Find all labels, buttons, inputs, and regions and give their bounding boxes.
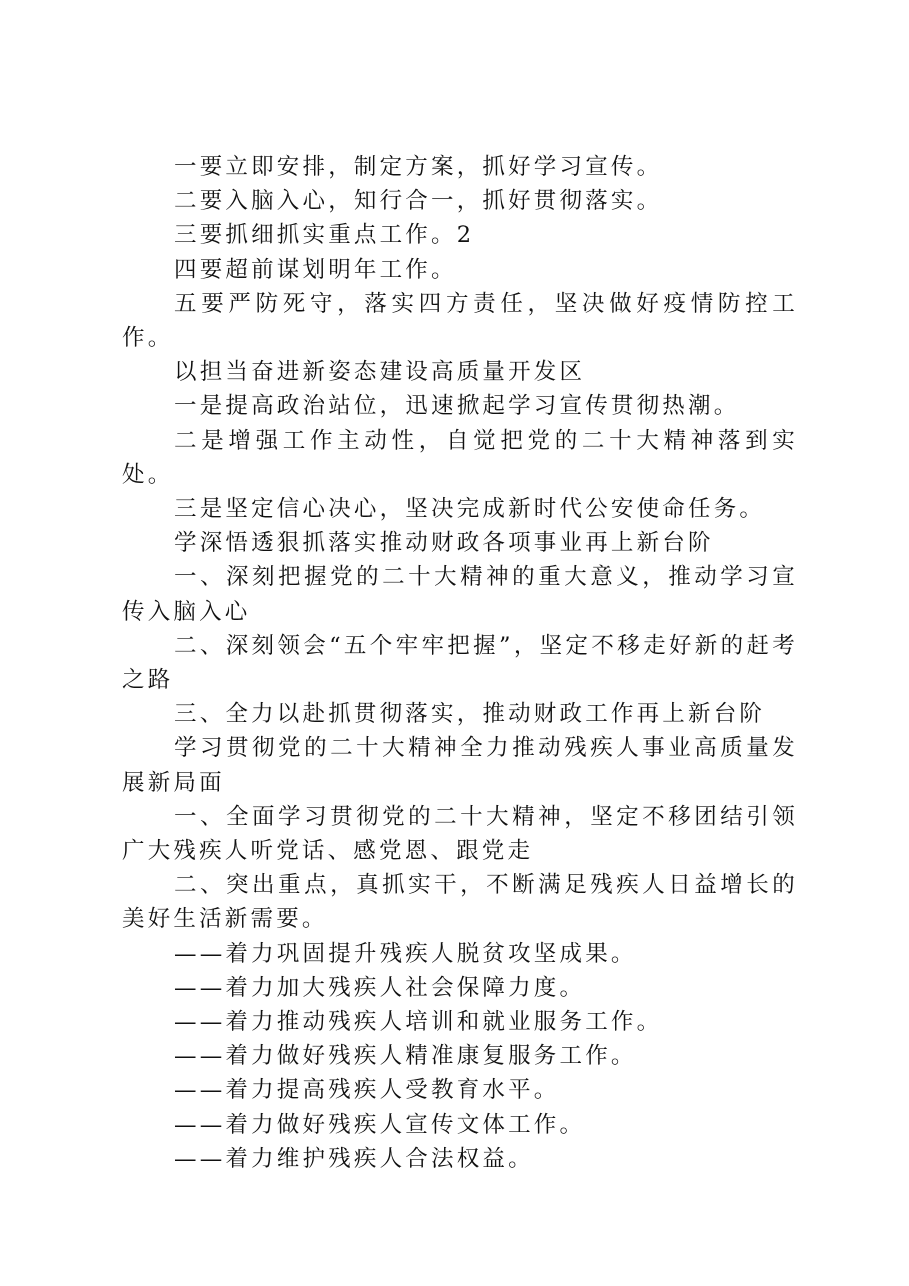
paragraph: 一要立即安排，制定方案，抓好学习宣传。	[174, 154, 663, 180]
paragraph: 四要超前谋划明年工作。	[174, 256, 457, 283]
section-heading: 以担当奋进新姿态建设高质量开发区	[174, 359, 586, 386]
list-item: ——着力维护残疾人合法权益。	[174, 1145, 534, 1172]
document-body	[122, 150, 798, 1176]
paragraph: 三、全力以赴抓贯彻落实，推动财政工作再上新台阶	[174, 701, 766, 728]
list-item: ——着力推动残疾人培训和就业服务工作。	[174, 1009, 663, 1036]
list-item: ——着力做好残疾人宣传文体工作。	[174, 1111, 586, 1138]
paragraph: 二要入脑入心，知行合一，抓好贯彻落实。	[174, 188, 663, 215]
paragraph: 三要抓细抓实重点工作。2	[174, 222, 475, 249]
list-item: ——着力做好残疾人精准康复服务工作。	[174, 1043, 637, 1070]
paragraph: 一、深刻把握党的二十大精神的重大意义，推动学习宣传入脑入心	[122, 564, 798, 625]
paragraph: 一、全面学习贯彻党的二十大精神，坚定不移团结引领广大残疾人听党话、感党恩、跟党走	[122, 803, 798, 865]
section-heading: 学习贯彻党的二十大精神全力推动残疾人事业高质量发展新局面	[122, 735, 798, 796]
list-item: ——着力加大残疾人社会保障力度。	[174, 974, 586, 1001]
paragraph: 一是提高政治站位，迅速掀起学习宣传贯彻热潮。	[174, 393, 740, 420]
paragraph: 二是增强工作主动性，自觉把党的二十大精神落到实处。	[122, 427, 798, 488]
paragraph: 三是坚定信心决心，坚决完成新时代公安使命任务。	[174, 496, 766, 523]
list-item: ——着力提高残疾人受教育水平。	[174, 1077, 560, 1104]
paragraph: 二、突出重点，真抓实干，不断满足残疾人日益增长的美好生活新需要。	[122, 872, 798, 933]
list-item: ——着力巩固提升残疾人脱贫攻坚成果。	[174, 940, 637, 967]
paragraph: 五要严防死守，落实四方责任，坚决做好疫情防控工作。	[122, 290, 798, 352]
section-heading: 学深悟透狠抓落实推动财政各项事业再上新台阶	[174, 530, 714, 557]
paragraph: 二、深刻领会“五个牢牢把握”，坚定不移走好新的赶考之路	[122, 632, 798, 694]
